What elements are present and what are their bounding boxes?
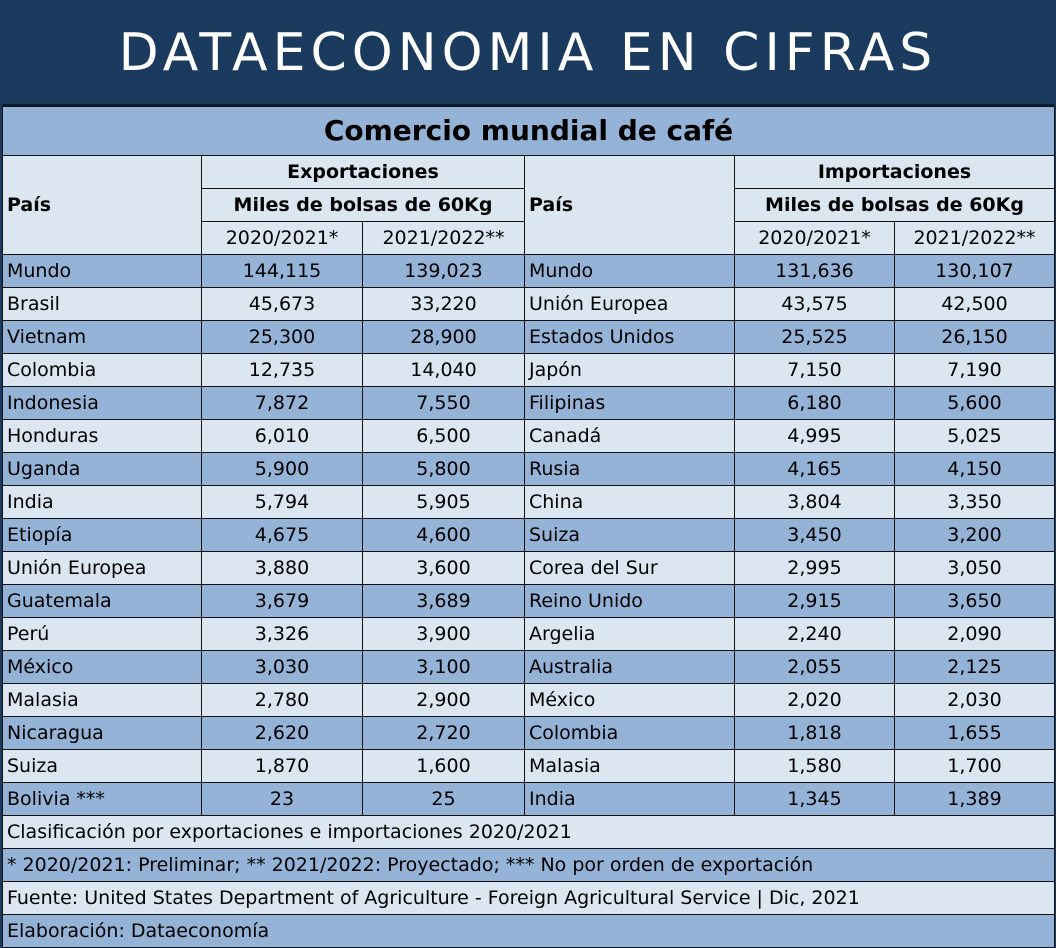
export-2020-cell: 3,679 — [202, 585, 363, 618]
import-country-cell: Mundo — [525, 255, 735, 288]
export-country-cell: Guatemala — [3, 585, 202, 618]
import-country-cell: China — [525, 486, 735, 519]
import-country-cell: Unión Europea — [525, 288, 735, 321]
imports-country-header: País — [525, 156, 735, 255]
import-2021-cell: 1,700 — [895, 750, 1055, 783]
export-country-cell: Mundo — [3, 255, 202, 288]
import-2020-cell: 2,915 — [735, 585, 895, 618]
import-2020-cell: 131,636 — [735, 255, 895, 288]
export-2021-cell: 25 — [363, 783, 525, 816]
export-2020-cell: 5,900 — [202, 453, 363, 486]
export-2021-cell: 3,600 — [363, 552, 525, 585]
export-country-cell: Malasia — [3, 684, 202, 717]
export-country-cell: India — [3, 486, 202, 519]
export-country-cell: Uganda — [3, 453, 202, 486]
export-2020-cell: 45,673 — [202, 288, 363, 321]
import-2021-cell: 5,600 — [895, 387, 1055, 420]
export-country-cell: Bolivia *** — [3, 783, 202, 816]
banner — [2, 2, 1054, 106]
import-2020-cell: 25,525 — [735, 321, 895, 354]
table-row — [3, 717, 1055, 750]
export-2020-cell: 2,620 — [202, 717, 363, 750]
import-country-cell: Filipinas — [525, 387, 735, 420]
coffee-trade-table — [2, 106, 1055, 948]
import-2021-cell: 2,030 — [895, 684, 1055, 717]
table-row — [3, 486, 1055, 519]
export-2020-cell: 144,115 — [202, 255, 363, 288]
import-2020-cell: 43,575 — [735, 288, 895, 321]
import-2020-cell: 2,995 — [735, 552, 895, 585]
export-2020-cell: 3,880 — [202, 552, 363, 585]
import-2020-cell: 3,450 — [735, 519, 895, 552]
export-country-cell: Indonesia — [3, 387, 202, 420]
import-2020-cell: 2,020 — [735, 684, 895, 717]
import-2020-cell: 7,150 — [735, 354, 895, 387]
export-2020-cell: 3,326 — [202, 618, 363, 651]
export-2020-cell: 25,300 — [202, 321, 363, 354]
export-2021-cell: 28,900 — [363, 321, 525, 354]
exports-country-header: País — [3, 156, 202, 255]
export-2020-cell: 5,794 — [202, 486, 363, 519]
import-country-cell: Corea del Sur — [525, 552, 735, 585]
import-country-cell: Rusia — [525, 453, 735, 486]
note-row — [3, 849, 1055, 882]
table-row — [3, 750, 1055, 783]
export-country-cell: Vietnam — [3, 321, 202, 354]
import-2021-cell: 4,150 — [895, 453, 1055, 486]
import-country-cell: Australia — [525, 651, 735, 684]
table-row — [3, 651, 1055, 684]
page-frame — [2, 2, 1054, 942]
import-2021-cell: 130,107 — [895, 255, 1055, 288]
import-2021-cell: 3,650 — [895, 585, 1055, 618]
import-2021-cell: 3,350 — [895, 486, 1055, 519]
import-2020-cell: 2,240 — [735, 618, 895, 651]
export-2021-cell: 1,600 — [363, 750, 525, 783]
export-2021-cell: 2,720 — [363, 717, 525, 750]
import-2021-cell: 3,200 — [895, 519, 1055, 552]
table-title: Comercio mundial de café — [3, 107, 1055, 156]
export-2020-cell: 7,872 — [202, 387, 363, 420]
imports-year1-header: 2020/2021* — [735, 222, 895, 255]
import-country-cell: Argelia — [525, 618, 735, 651]
import-2021-cell: 2,090 — [895, 618, 1055, 651]
header-row-1 — [3, 156, 1055, 189]
table-row — [3, 618, 1055, 651]
note-row — [3, 882, 1055, 915]
import-2021-cell: 1,655 — [895, 717, 1055, 750]
table-row — [3, 321, 1055, 354]
table-row — [3, 255, 1055, 288]
note-text: Fuente: United States Department of Agriculture - Foreign Agricultural Service | Dic, 2021 — [3, 882, 1055, 915]
import-country-cell: Japón — [525, 354, 735, 387]
import-country-cell: India — [525, 783, 735, 816]
import-2020-cell: 1,580 — [735, 750, 895, 783]
table-row — [3, 453, 1055, 486]
export-2021-cell: 4,600 — [363, 519, 525, 552]
export-2021-cell: 6,500 — [363, 420, 525, 453]
table-title-row — [3, 107, 1055, 156]
import-country-cell: Colombia — [525, 717, 735, 750]
export-2020-cell: 6,010 — [202, 420, 363, 453]
export-2021-cell: 5,800 — [363, 453, 525, 486]
table-row — [3, 783, 1055, 816]
import-2021-cell: 42,500 — [895, 288, 1055, 321]
exports-year2-header: 2021/2022** — [363, 222, 525, 255]
note-text: * 2020/2021: Preliminar; ** 2021/2022: Proyectado; *** No por orden de exportación — [3, 849, 1055, 882]
exports-unit-header: Miles de bolsas de 60Kg — [202, 189, 525, 222]
export-2021-cell: 2,900 — [363, 684, 525, 717]
note-row — [3, 816, 1055, 849]
export-2021-cell: 3,689 — [363, 585, 525, 618]
export-country-cell: México — [3, 651, 202, 684]
table-row — [3, 354, 1055, 387]
export-2020-cell: 12,735 — [202, 354, 363, 387]
exports-year1-header: 2020/2021* — [202, 222, 363, 255]
export-country-cell: Brasil — [3, 288, 202, 321]
note-row — [3, 915, 1055, 948]
export-2020-cell: 23 — [202, 783, 363, 816]
import-2020-cell: 6,180 — [735, 387, 895, 420]
export-2021-cell: 33,220 — [363, 288, 525, 321]
import-2020-cell: 4,995 — [735, 420, 895, 453]
import-2021-cell: 3,050 — [895, 552, 1055, 585]
imports-unit-header: Miles de bolsas de 60Kg — [735, 189, 1055, 222]
export-country-cell: Unión Europea — [3, 552, 202, 585]
export-2020-cell: 4,675 — [202, 519, 363, 552]
table-row — [3, 420, 1055, 453]
import-2021-cell: 7,190 — [895, 354, 1055, 387]
export-country-cell: Perú — [3, 618, 202, 651]
export-2020-cell: 2,780 — [202, 684, 363, 717]
import-country-cell: Malasia — [525, 750, 735, 783]
import-2020-cell: 1,818 — [735, 717, 895, 750]
note-text: Clasificación por exportaciones e importaciones 2020/2021 — [3, 816, 1055, 849]
import-2021-cell: 26,150 — [895, 321, 1055, 354]
export-2020-cell: 3,030 — [202, 651, 363, 684]
export-2021-cell: 5,905 — [363, 486, 525, 519]
import-2021-cell: 5,025 — [895, 420, 1055, 453]
table-row — [3, 288, 1055, 321]
table-row — [3, 684, 1055, 717]
note-text: Elaboración: Dataeconomía — [3, 915, 1055, 948]
import-country-cell: Reino Unido — [525, 585, 735, 618]
export-country-cell: Etiopía — [3, 519, 202, 552]
export-country-cell: Nicaragua — [3, 717, 202, 750]
import-2020-cell: 1,345 — [735, 783, 895, 816]
export-country-cell: Colombia — [3, 354, 202, 387]
import-country-cell: México — [525, 684, 735, 717]
import-2020-cell: 3,804 — [735, 486, 895, 519]
export-country-cell: Suiza — [3, 750, 202, 783]
import-2020-cell: 4,165 — [735, 453, 895, 486]
export-country-cell: Honduras — [3, 420, 202, 453]
import-country-cell: Suiza — [525, 519, 735, 552]
export-2021-cell: 3,100 — [363, 651, 525, 684]
table-row — [3, 519, 1055, 552]
export-2021-cell: 139,023 — [363, 255, 525, 288]
import-2021-cell: 1,389 — [895, 783, 1055, 816]
export-2021-cell: 3,900 — [363, 618, 525, 651]
import-2020-cell: 2,055 — [735, 651, 895, 684]
export-2021-cell: 14,040 — [363, 354, 525, 387]
table-row — [3, 552, 1055, 585]
export-2020-cell: 1,870 — [202, 750, 363, 783]
imports-year2-header: 2021/2022** — [895, 222, 1055, 255]
export-2021-cell: 7,550 — [363, 387, 525, 420]
exports-header: Exportaciones — [202, 156, 525, 189]
table-row — [3, 585, 1055, 618]
import-country-cell: Canadá — [525, 420, 735, 453]
import-2021-cell: 2,125 — [895, 651, 1055, 684]
table-row — [3, 387, 1055, 420]
imports-header: Importaciones — [735, 156, 1055, 189]
banner-title: DATAECONOMIA EN CIFRAS — [118, 23, 938, 83]
import-country-cell: Estados Unidos — [525, 321, 735, 354]
